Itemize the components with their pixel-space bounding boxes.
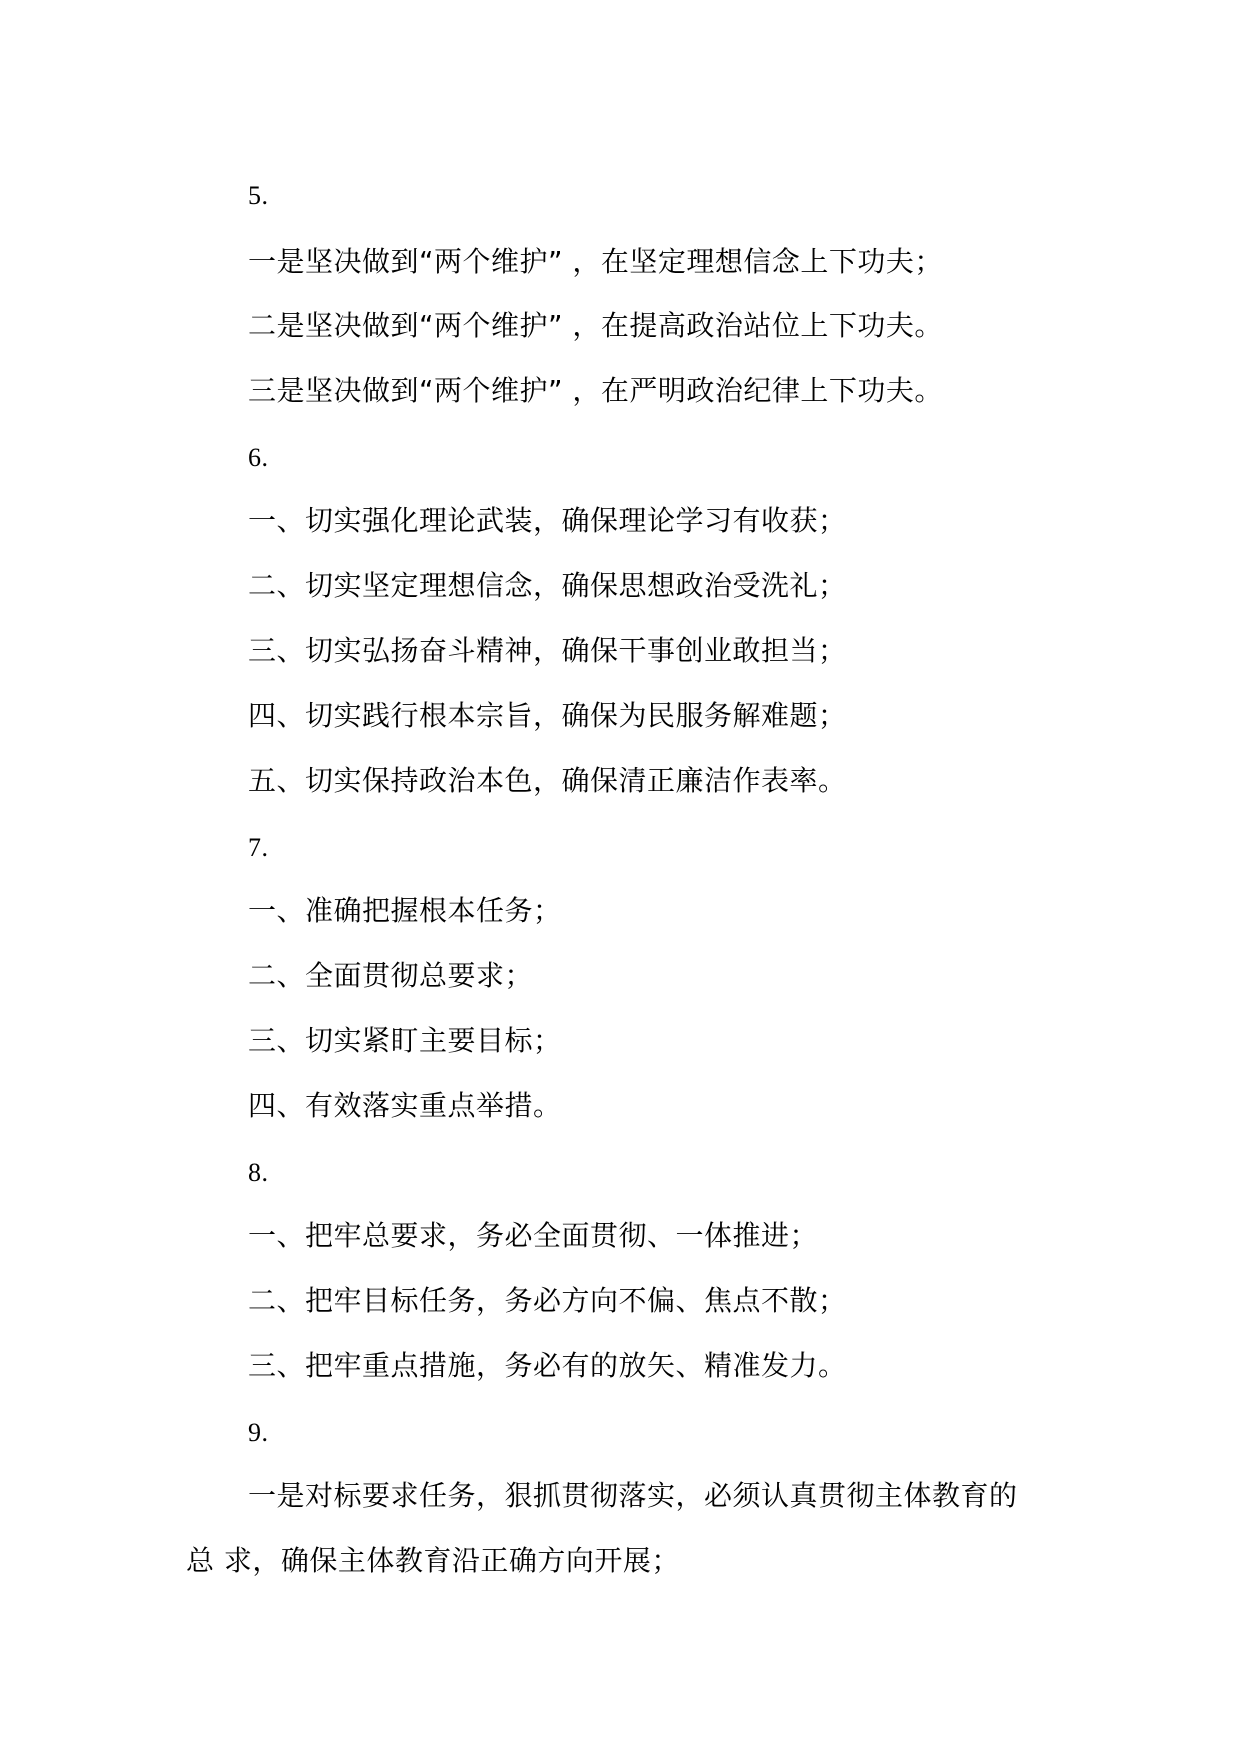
paragraph-line: 三是坚决做到“两个维护” ，在严明政治纪律上下功夫。 <box>248 374 943 407</box>
paragraph-line: 一是对标要求任务，狠抓贯彻落实，必须认真贯彻主体教育的 <box>248 1479 1018 1512</box>
section-number-8: 8. <box>248 1158 269 1187</box>
section-number-6: 6. <box>248 443 269 472</box>
paragraph-line: 一、准确把握根本任务； <box>248 894 562 927</box>
paragraph-line: 三、切实弘扬奋斗精神，确保干事创业敢担当； <box>248 634 847 667</box>
paragraph-line: 五、切实保持政治本色，确保清正廉洁作表率。 <box>248 764 847 797</box>
section-number-7: 7. <box>248 833 269 862</box>
paragraph-line: 一、切实强化理论武装，确保理论学习有收获； <box>248 504 847 537</box>
paragraph-line: 四、有效落实重点举措。 <box>248 1089 562 1122</box>
paragraph-line: 三、切实紧盯主要目标； <box>248 1024 562 1057</box>
paragraph-line-continuation: 总 求，确保主体教育沿正确方向开展； <box>186 1544 680 1577</box>
paragraph-line: 二是坚决做到“两个维护” ，在提高政治站位上下功夫。 <box>248 309 943 342</box>
paragraph-line: 一是坚决做到“两个维护” ，在坚定理想信念上下功夫； <box>248 245 943 278</box>
section-number-5: 5. <box>248 181 269 210</box>
paragraph-line: 二、全面贯彻总要求； <box>248 959 534 992</box>
paragraph-line: 二、切实坚定理想信念，确保思想政治受洗礼； <box>248 569 847 602</box>
paragraph-line: 四、切实践行根本宗旨，确保为民服务解难题； <box>248 699 847 732</box>
paragraph-line: 二、把牢目标任务，务必方向不偏、焦点不散； <box>248 1284 847 1317</box>
paragraph-line: 三、把牢重点措施，务必有的放矢、精准发力。 <box>248 1349 847 1382</box>
section-number-9: 9. <box>248 1418 269 1447</box>
paragraph-line: 一、把牢总要求，务必全面贯彻、一体推进； <box>248 1219 819 1252</box>
